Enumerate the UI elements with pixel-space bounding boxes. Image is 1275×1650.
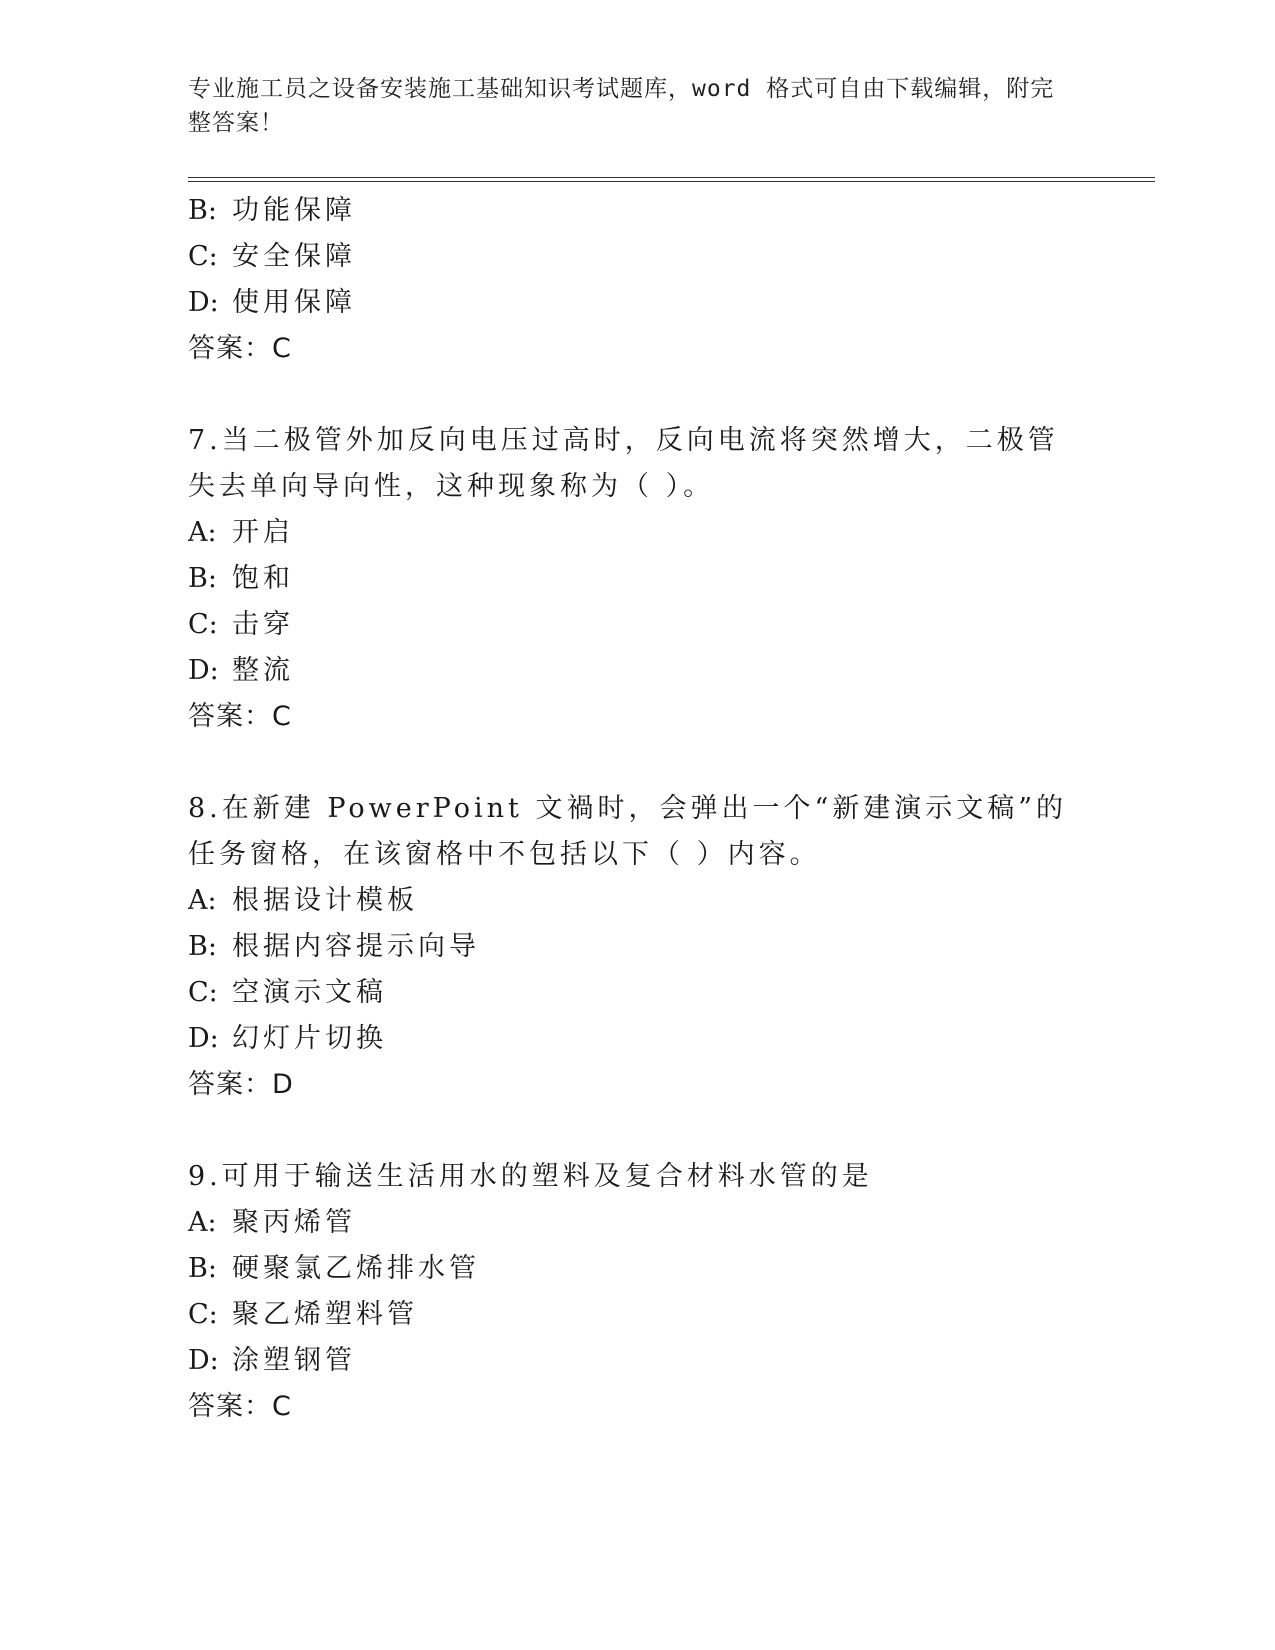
- option-text: 幻灯片切换: [232, 1023, 387, 1054]
- option-text: 根据内容提示向导: [232, 931, 480, 962]
- option-text: 空演示文稿: [232, 977, 387, 1008]
- option-label: B:: [188, 931, 217, 962]
- option-label: A:: [188, 885, 217, 916]
- option-text: 硬聚氯乙烯排水管: [232, 1253, 480, 1284]
- option-label: B:: [188, 1253, 217, 1284]
- question-8: [188, 786, 1088, 1108]
- option-b: [188, 924, 1088, 970]
- question-7: [188, 418, 1088, 740]
- answer: 答案：C: [188, 1391, 292, 1422]
- option-text: 击穿: [232, 609, 294, 640]
- option-text: 饱和: [232, 563, 294, 594]
- question-6-continued: [188, 188, 1088, 372]
- option-d: [188, 280, 1088, 326]
- option-b: [188, 556, 1088, 602]
- option-a: [188, 878, 1088, 924]
- question-text: 7.当二极管外加反向电压过高时，反向电流将突然增大，二极管失去单向导向性，这种现象称为（ ）。: [188, 425, 1059, 502]
- document-body: [188, 188, 1088, 1430]
- option-label: A:: [188, 1207, 217, 1238]
- question-text: 8.在新建 PowerPoint 文禍时，会弹出一个“新建演示文稿”的任务窗格，在该窗格中不包括以下（ ）内容。: [188, 793, 1068, 870]
- option-label: C:: [188, 1299, 218, 1330]
- option-b: [188, 188, 1088, 234]
- option-text: 根据设计模板: [232, 885, 418, 916]
- option-d: [188, 1016, 1088, 1062]
- option-b: [188, 1246, 1088, 1292]
- question-text: 9.可用于输送生活用水的塑料及复合材料水管的是: [188, 1161, 873, 1192]
- option-label: D:: [188, 655, 219, 686]
- option-label: D:: [188, 1345, 219, 1376]
- question-9: [188, 1154, 1088, 1430]
- option-label: C:: [188, 241, 218, 272]
- option-a: [188, 510, 1088, 556]
- option-text: 安全保障: [232, 241, 356, 272]
- option-text: 聚乙烯塑料管: [232, 1299, 418, 1330]
- option-c: [188, 1292, 1088, 1338]
- answer: 答案：C: [188, 701, 292, 732]
- option-text: 整流: [232, 655, 294, 686]
- answer: 答案：D: [188, 1069, 294, 1100]
- option-a: [188, 1200, 1088, 1246]
- option-label: A:: [188, 517, 217, 548]
- option-label: D:: [188, 287, 219, 318]
- option-text: 使用保障: [232, 287, 356, 318]
- option-label: C:: [188, 977, 218, 1008]
- option-text: 开启: [232, 517, 294, 548]
- option-label: B:: [188, 195, 217, 226]
- option-c: [188, 234, 1088, 280]
- option-text: 聚丙烯管: [232, 1207, 356, 1238]
- answer: 答案：C: [188, 333, 292, 364]
- option-label: C:: [188, 609, 218, 640]
- option-text: 功能保障: [232, 195, 356, 226]
- option-c: [188, 970, 1088, 1016]
- page-header: 专业施工员之设备安装施工基础知识考试题库，word 格式可自由下载编辑，附完整答案！: [188, 76, 1055, 136]
- option-text: 涂塑钢管: [232, 1345, 356, 1376]
- option-d: [188, 648, 1088, 694]
- header-divider: [188, 177, 1155, 182]
- option-label: B:: [188, 563, 217, 594]
- option-c: [188, 602, 1088, 648]
- option-label: D:: [188, 1023, 219, 1054]
- option-d: [188, 1338, 1088, 1384]
